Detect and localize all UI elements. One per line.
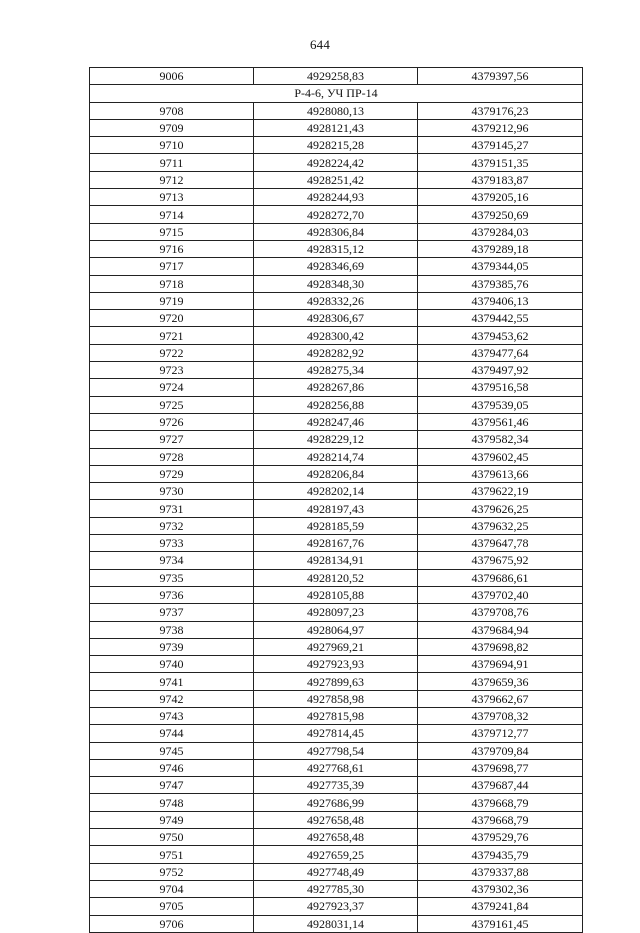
table-row [90, 275, 583, 292]
table-row [90, 119, 583, 136]
y-coordinate-cell: 4379561,46 [418, 413, 583, 430]
table-row [90, 621, 583, 638]
x-coordinate-cell: 4928080,13 [254, 102, 418, 119]
point-number-cell: 9709 [90, 119, 254, 136]
x-coordinate-cell: 4928214,74 [254, 448, 418, 465]
x-coordinate-cell: 4928120,52 [254, 569, 418, 586]
y-coordinate-cell: 4379442,55 [418, 310, 583, 327]
y-coordinate-cell: 4379698,77 [418, 759, 583, 776]
y-coordinate-cell: 4379684,94 [418, 621, 583, 638]
y-coordinate-cell: 4379145,27 [418, 137, 583, 154]
point-number-cell: 9724 [90, 379, 254, 396]
table-row [90, 829, 583, 846]
point-number-cell: 9746 [90, 759, 254, 776]
y-coordinate-cell: 4379632,25 [418, 517, 583, 534]
point-number-cell: 9748 [90, 794, 254, 811]
table-row [90, 102, 583, 119]
table-row [90, 431, 583, 448]
table-row [90, 327, 583, 344]
x-coordinate-cell: 4928197,43 [254, 500, 418, 517]
point-number-cell: 9710 [90, 137, 254, 154]
y-coordinate-cell: 4379602,45 [418, 448, 583, 465]
x-coordinate-cell: 4927785,30 [254, 880, 418, 897]
table-row [90, 223, 583, 240]
point-number-cell: 9735 [90, 569, 254, 586]
x-coordinate-cell: 4927735,39 [254, 777, 418, 794]
point-number-cell: 9738 [90, 621, 254, 638]
table-row [90, 656, 583, 673]
point-number-cell: 9740 [90, 656, 254, 673]
y-coordinate-cell: 4379686,61 [418, 569, 583, 586]
y-coordinate-cell: 4379151,35 [418, 154, 583, 171]
point-number-cell: 9006 [90, 68, 254, 85]
point-number-cell: 9706 [90, 915, 254, 932]
table-row [90, 846, 583, 863]
y-coordinate-cell: 4379161,45 [418, 915, 583, 932]
y-coordinate-cell: 4379250,69 [418, 206, 583, 223]
x-coordinate-cell: 4928256,88 [254, 396, 418, 413]
table-row [90, 880, 583, 897]
point-number-cell: 9730 [90, 483, 254, 500]
point-number-cell: 9726 [90, 413, 254, 430]
table-row [90, 171, 583, 188]
x-coordinate-cell: 4928251,42 [254, 171, 418, 188]
point-number-cell: 9725 [90, 396, 254, 413]
y-coordinate-cell: 4379647,78 [418, 535, 583, 552]
x-coordinate-cell: 4927768,61 [254, 759, 418, 776]
point-number-cell: 9749 [90, 811, 254, 828]
x-coordinate-cell: 4928229,12 [254, 431, 418, 448]
table-row [90, 604, 583, 621]
y-coordinate-cell: 4379659,36 [418, 673, 583, 690]
point-number-cell: 9734 [90, 552, 254, 569]
table-row [90, 483, 583, 500]
table-row [90, 344, 583, 361]
table-row [90, 206, 583, 223]
table-row [90, 413, 583, 430]
table-row [90, 68, 583, 85]
x-coordinate-cell: 4927686,99 [254, 794, 418, 811]
table-row [90, 915, 583, 932]
x-coordinate-cell: 4928332,26 [254, 292, 418, 309]
y-coordinate-cell: 4379284,03 [418, 223, 583, 240]
y-coordinate-cell: 4379698,82 [418, 638, 583, 655]
y-coordinate-cell: 4379708,76 [418, 604, 583, 621]
point-number-cell: 9751 [90, 846, 254, 863]
y-coordinate-cell: 4379241,84 [418, 898, 583, 915]
table-row [90, 777, 583, 794]
point-number-cell: 9720 [90, 310, 254, 327]
y-coordinate-cell: 4379582,34 [418, 431, 583, 448]
point-number-cell: 9708 [90, 102, 254, 119]
x-coordinate-cell: 4927748,49 [254, 863, 418, 880]
y-coordinate-cell: 4379344,05 [418, 258, 583, 275]
table-row [90, 362, 583, 379]
y-coordinate-cell: 4379183,87 [418, 171, 583, 188]
table-row [90, 500, 583, 517]
y-coordinate-cell: 4379687,44 [418, 777, 583, 794]
x-coordinate-cell: 4927858,98 [254, 690, 418, 707]
coordinates-table [89, 67, 583, 933]
x-coordinate-cell: 4928282,92 [254, 344, 418, 361]
table-row [90, 396, 583, 413]
point-number-cell: 9721 [90, 327, 254, 344]
point-number-cell: 9752 [90, 863, 254, 880]
y-coordinate-cell: 4379613,66 [418, 465, 583, 482]
table-row [90, 898, 583, 915]
point-number-cell: 9718 [90, 275, 254, 292]
y-coordinate-cell: 4379337,88 [418, 863, 583, 880]
y-coordinate-cell: 4379176,23 [418, 102, 583, 119]
x-coordinate-cell: 4928105,88 [254, 586, 418, 603]
point-number-cell: 9712 [90, 171, 254, 188]
table-row [90, 448, 583, 465]
y-coordinate-cell: 4379668,79 [418, 811, 583, 828]
point-number-cell: 9705 [90, 898, 254, 915]
y-coordinate-cell: 4379302,36 [418, 880, 583, 897]
table-row [90, 863, 583, 880]
x-coordinate-cell: 4928202,14 [254, 483, 418, 500]
table-row [90, 811, 583, 828]
point-number-cell: 9743 [90, 707, 254, 724]
x-coordinate-cell: 4928244,93 [254, 189, 418, 206]
x-coordinate-cell: 4928315,12 [254, 240, 418, 257]
table-row [90, 742, 583, 759]
table-row [90, 258, 583, 275]
point-number-cell: 9723 [90, 362, 254, 379]
y-coordinate-cell: 4379694,91 [418, 656, 583, 673]
y-coordinate-cell: 4379675,92 [418, 552, 583, 569]
point-number-cell: 9713 [90, 189, 254, 206]
x-coordinate-cell: 4927814,45 [254, 725, 418, 742]
table-row [90, 552, 583, 569]
table-row [90, 137, 583, 154]
x-coordinate-cell: 4928306,67 [254, 310, 418, 327]
x-coordinate-cell: 4927798,54 [254, 742, 418, 759]
x-coordinate-cell: 4928346,69 [254, 258, 418, 275]
point-number-cell: 9704 [90, 880, 254, 897]
x-coordinate-cell: 4928185,59 [254, 517, 418, 534]
x-coordinate-cell: 4928031,14 [254, 915, 418, 932]
point-number-cell: 9747 [90, 777, 254, 794]
point-number-cell: 9719 [90, 292, 254, 309]
point-number-cell: 9744 [90, 725, 254, 742]
point-number-cell: 9741 [90, 673, 254, 690]
y-coordinate-cell: 4379397,56 [418, 68, 583, 85]
table-row [90, 707, 583, 724]
x-coordinate-cell: 4928300,42 [254, 327, 418, 344]
point-number-cell: 9714 [90, 206, 254, 223]
x-coordinate-cell: 4928247,46 [254, 413, 418, 430]
table-row [90, 673, 583, 690]
table-row [90, 759, 583, 776]
table-row [90, 638, 583, 655]
point-number-cell: 9742 [90, 690, 254, 707]
table-row [90, 690, 583, 707]
point-number-cell: 9732 [90, 517, 254, 534]
point-number-cell: 9745 [90, 742, 254, 759]
x-coordinate-cell: 4928224,42 [254, 154, 418, 171]
table-row [90, 310, 583, 327]
table-row [90, 154, 583, 171]
table-row [90, 240, 583, 257]
section-header-row [90, 85, 583, 102]
x-coordinate-cell: 4927969,21 [254, 638, 418, 655]
y-coordinate-cell: 4379406,13 [418, 292, 583, 309]
y-coordinate-cell: 4379435,79 [418, 846, 583, 863]
table-row [90, 379, 583, 396]
page-number: 644 [309, 37, 331, 52]
x-coordinate-cell: 4928097,23 [254, 604, 418, 621]
table-row [90, 725, 583, 742]
x-coordinate-cell: 4928348,30 [254, 275, 418, 292]
y-coordinate-cell: 4379709,84 [418, 742, 583, 759]
x-coordinate-cell: 4928064,97 [254, 621, 418, 638]
point-number-cell: 9731 [90, 500, 254, 517]
x-coordinate-cell: 4929258,83 [254, 68, 418, 85]
point-number-cell: 9716 [90, 240, 254, 257]
table-row [90, 292, 583, 309]
point-number-cell: 9715 [90, 223, 254, 240]
table-row [90, 535, 583, 552]
y-coordinate-cell: 4379516,58 [418, 379, 583, 396]
y-coordinate-cell: 4379662,67 [418, 690, 583, 707]
point-number-cell: 9739 [90, 638, 254, 655]
x-coordinate-cell: 4928167,76 [254, 535, 418, 552]
y-coordinate-cell: 4379497,92 [418, 362, 583, 379]
point-number-cell: 9711 [90, 154, 254, 171]
point-number-cell: 9737 [90, 604, 254, 621]
point-number-cell: 9733 [90, 535, 254, 552]
y-coordinate-cell: 4379712,77 [418, 725, 583, 742]
x-coordinate-cell: 4928272,70 [254, 206, 418, 223]
x-coordinate-cell: 4928206,84 [254, 465, 418, 482]
point-number-cell: 9727 [90, 431, 254, 448]
x-coordinate-cell: 4927658,48 [254, 811, 418, 828]
table-row [90, 465, 583, 482]
x-coordinate-cell: 4927815,98 [254, 707, 418, 724]
y-coordinate-cell: 4379289,18 [418, 240, 583, 257]
x-coordinate-cell: 4928306,84 [254, 223, 418, 240]
coordinates-table-body [90, 68, 583, 933]
point-number-cell: 9722 [90, 344, 254, 361]
y-coordinate-cell: 4379702,40 [418, 586, 583, 603]
y-coordinate-cell: 4379385,76 [418, 275, 583, 292]
x-coordinate-cell: 4928275,34 [254, 362, 418, 379]
x-coordinate-cell: 4928134,91 [254, 552, 418, 569]
x-coordinate-cell: 4927899,63 [254, 673, 418, 690]
x-coordinate-cell: 4927659,25 [254, 846, 418, 863]
y-coordinate-cell: 4379212,96 [418, 119, 583, 136]
x-coordinate-cell: 4928215,28 [254, 137, 418, 154]
y-coordinate-cell: 4379453,62 [418, 327, 583, 344]
y-coordinate-cell: 4379668,79 [418, 794, 583, 811]
section-title: Р-4-6, УЧ ПР-14 [90, 85, 583, 102]
y-coordinate-cell: 4379529,76 [418, 829, 583, 846]
table-row [90, 569, 583, 586]
table-row [90, 189, 583, 206]
x-coordinate-cell: 4927923,37 [254, 898, 418, 915]
table-row [90, 586, 583, 603]
x-coordinate-cell: 4927658,48 [254, 829, 418, 846]
y-coordinate-cell: 4379708,32 [418, 707, 583, 724]
point-number-cell: 9736 [90, 586, 254, 603]
y-coordinate-cell: 4379205,16 [418, 189, 583, 206]
y-coordinate-cell: 4379626,25 [418, 500, 583, 517]
table-row [90, 794, 583, 811]
point-number-cell: 9728 [90, 448, 254, 465]
y-coordinate-cell: 4379477,64 [418, 344, 583, 361]
point-number-cell: 9717 [90, 258, 254, 275]
x-coordinate-cell: 4927923,93 [254, 656, 418, 673]
table-row [90, 517, 583, 534]
y-coordinate-cell: 4379539,05 [418, 396, 583, 413]
y-coordinate-cell: 4379622,19 [418, 483, 583, 500]
point-number-cell: 9750 [90, 829, 254, 846]
point-number-cell: 9729 [90, 465, 254, 482]
x-coordinate-cell: 4928267,86 [254, 379, 418, 396]
x-coordinate-cell: 4928121,43 [254, 119, 418, 136]
